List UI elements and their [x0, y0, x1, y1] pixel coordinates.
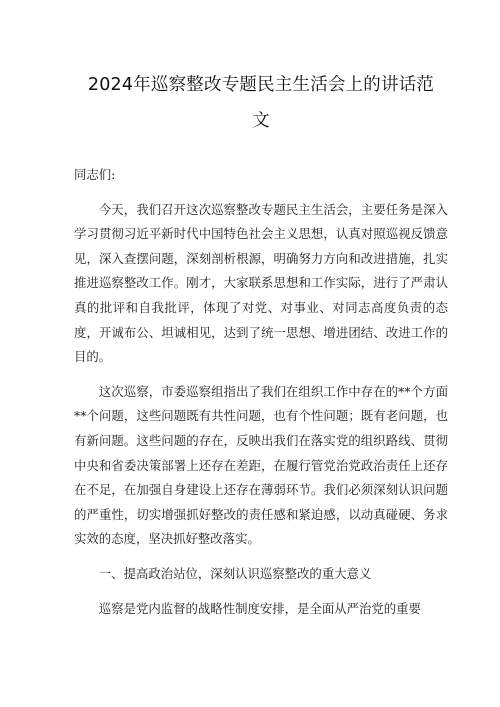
- section-heading-1: 一、提高政治站位，深刻认识巡察整改的重大意义: [98, 565, 372, 581]
- title-line-2: 文: [252, 111, 270, 131]
- paragraph-opening: 今天，我们召开这次巡察整改专题民主生活会，主要任务是深入学习贯彻习近平新时代中国特色社会主义思想，认真对照巡视反馈意见，深入查摆问题，深刻剖析根源，明确努力方向和改进措施，扎实推进巡察整改工作。刚才，大家联系思想和工作实际，进行了严肃认真的批评和自我批评，体现了对党、对事业、对同志高度负责的态度，开诚布公、坦诚相见，达到了统一思想、增进团结、改进工作的目的。: [74, 201, 448, 365]
- greeting: 同志们:: [74, 167, 116, 182]
- document-title: [74, 67, 448, 139]
- title-line-1: 2024年巡察整改专题民主生活会上的讲话范: [87, 75, 435, 95]
- paragraph-section-1-start: 巡察是党内监督的战略性制度安排，是全面从严治党的重要: [98, 600, 421, 616]
- document-body: [74, 163, 448, 621]
- paragraph-inspection-issues: 这次巡察，市委巡察组指出了我们在组织工作中存在的**个方面**个问题，这些问题既有共性问题，也有个性问题；既有老问题，也有新问题。这些问题的存在，反映出我们在落实党的组织路线、贯彻中央和省委决策部署上还存在差距，在履行管党治党政治责任上还存在不足，在加强自身建设上还存在薄弱环节。我们必须深刻认识问题的严重性，切实增强抓好整改的责任感和紧迫感，以动真碰硬、务求实效的态度，坚决抓好整改落实。: [74, 383, 448, 547]
